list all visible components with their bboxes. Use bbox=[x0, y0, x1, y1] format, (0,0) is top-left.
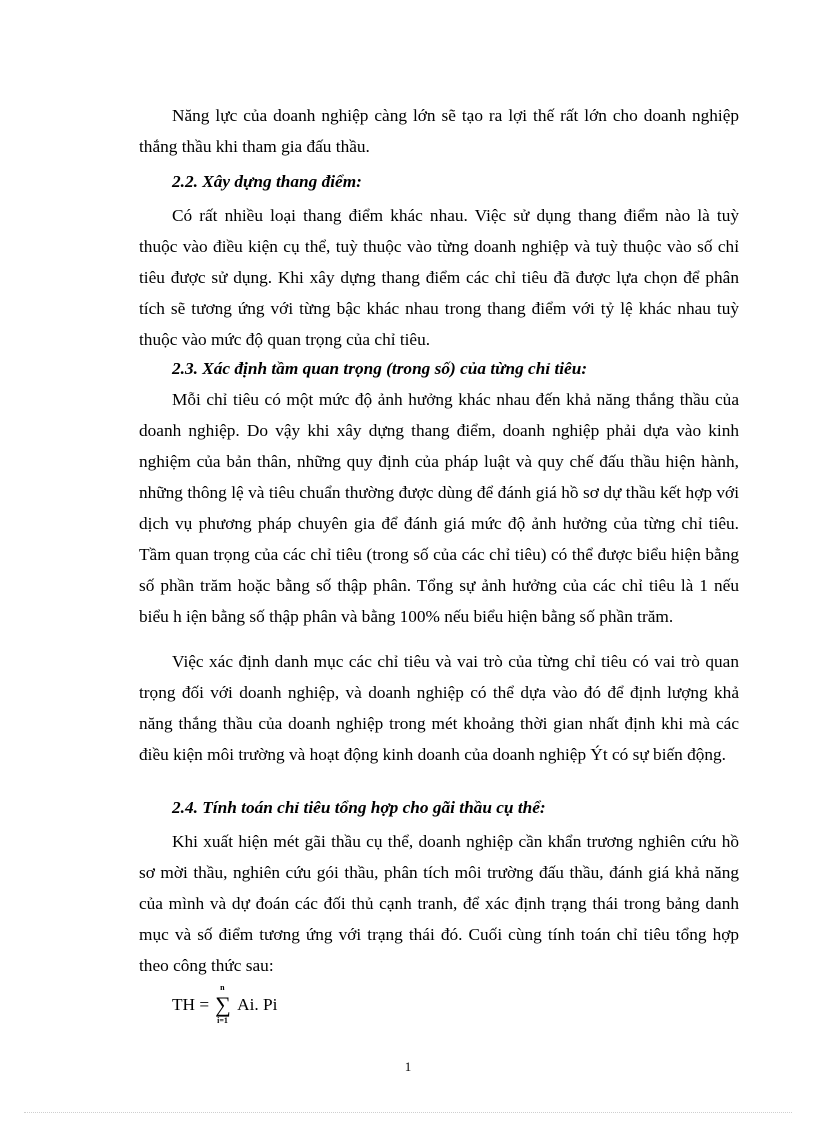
page-bottom-rule bbox=[24, 1112, 792, 1113]
formula-rhs: Ai. Pi bbox=[237, 995, 278, 1014]
paragraph-text: Có rất nhiều loại thang điểm khác nhau. Việc sử dụng thang điểm nào là tuỳ thuộc vào điều kiện cụ thể, tuỳ thuộc vào từng doanh nghiệp và tuỳ thuộc vào số chỉ tiêu được sử dụng. Khi xây dựng thang điểm các chỉ tiêu đã được lựa chọn để phân tích sẽ tương ứng với từng bậc khác nhau trong thang điểm với tỷ lệ khác nhau tuỳ thuộc vào mức độ quan trọng của chỉ tiêu. bbox=[139, 206, 739, 349]
paragraph-text: Mỗi chỉ tiêu có một mức độ ảnh hưởng khác nhau đến khả năng thắng thầu của doanh nghiệp. Do vậy khi xây dựng thang điểm, doanh nghiệp phải dựa vào kinh nghiệm của bản thân, những quy định của pháp luật và quy chế đấu thầu hiện hành, những thông lệ và tiêu chuẩn thường được dùng để đánh giá hồ sơ dự thầu kết hợp với dịch vụ phương pháp chuyên gia để đánh giá mức độ ảnh hưởng của từng chỉ tiêu. Tầm quan trọng của các chỉ tiêu (trong số của các chỉ tiêu) có thể được biểu hiện bằng số phần trăm hoặc bằng số thập phân. Tổng sự ảnh hưởng của các chỉ tiêu là 1 nếu biểu h iện bằng số thập phân và bằng 100% nếu biểu hiện bằng số phần trăm. bbox=[139, 390, 739, 626]
page-number: 1 bbox=[404, 1059, 412, 1074]
sigma-icon: ∑ bbox=[215, 992, 231, 1017]
paragraph-text: Khi xuất hiện mét gãi thầu cụ thể, doanh nghiệp cần khẩn trương nghiên cứu hồ sơ mời thầu, nghiên cứu gói thầu, phân tích môi trường đấu thầu, đánh giá khả năng của mình và dự đoán các đối thủ cạnh tranh, để xác định trạng thái trong bảng danh mục và số điểm tương ứng với trạng thái đó. Cuối cùng tính toán chỉ tiêu tổng hợp theo công thức sau: bbox=[139, 832, 739, 975]
formula-lhs: TH = bbox=[172, 995, 210, 1014]
paragraph-text: Việc xác định danh mục các chỉ tiêu và vai trò của từng chỉ tiêu có vai trò quan trọng đối với doanh nghiệp, và doanh nghiệp có thể dựa vào đó để định lượng khả năng thắng thầu của doanh nghiệp trong mét khoảng thời gian nhất định khi mà các điều kiện môi trường và hoạt động kinh doanh của doanh nghiệp Ýt có sự biến động. bbox=[139, 652, 739, 764]
paragraph-text: Năng lực của doanh nghiệp càng lớn sẽ tạo ra lợi thế rất lớn cho doanh nghiệp thắng thầu khi tham gia đấu thầu. bbox=[139, 106, 739, 156]
heading-2-4: 2.4. Tính toán chỉ tiêu tổng hợp cho gãi thầu cụ thể: bbox=[172, 798, 546, 817]
paragraph-calculation bbox=[139, 826, 739, 981]
summation-symbol bbox=[215, 985, 231, 1025]
summation-lower-limit: i=1 bbox=[217, 1016, 228, 1025]
paragraph-capability bbox=[139, 100, 739, 162]
heading-2-3: 2.3. Xác định tầm quan trọng (trong số) của từng chỉ tiêu: bbox=[172, 359, 588, 378]
paragraph-importance bbox=[139, 384, 739, 632]
summation-upper-limit: n bbox=[220, 983, 225, 992]
summation-formula bbox=[172, 985, 277, 1025]
heading-2-2: 2.2. Xây dựng thang điểm: bbox=[172, 172, 362, 191]
paragraph-criteria-role bbox=[139, 646, 739, 770]
paragraph-scoring-scale bbox=[139, 200, 739, 355]
